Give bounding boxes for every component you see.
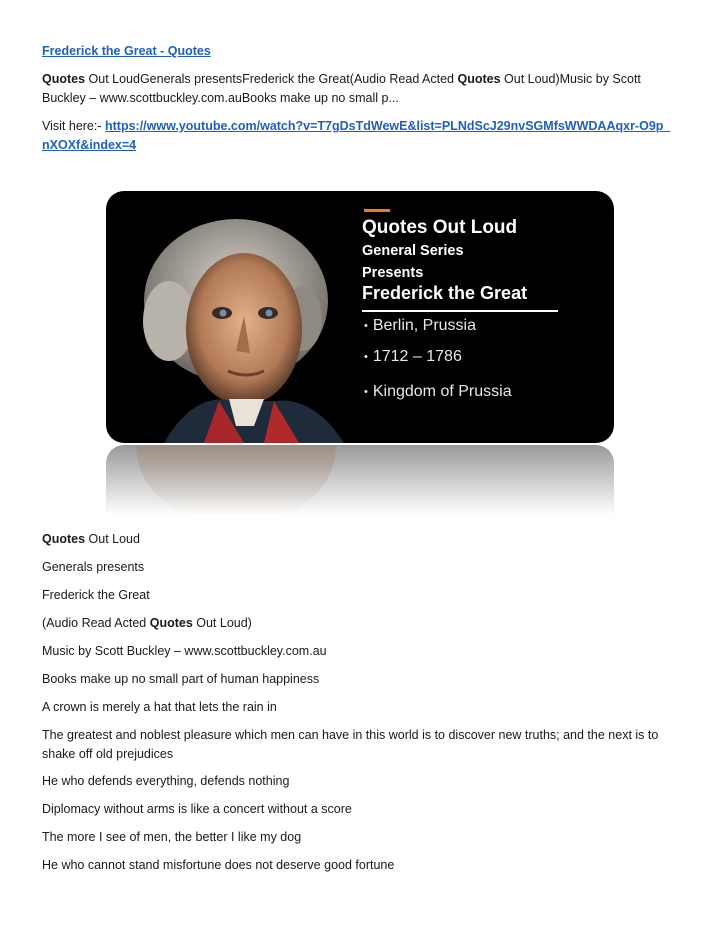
banner-bullet: • Berlin, Prussia — [364, 317, 477, 334]
visit-paragraph — [42, 117, 674, 155]
intro-text-1: Out LoudGenerals presentsFrederick the Great(Audio Read Acted — [85, 72, 458, 86]
quote-line: Books make up no small part of human happiness — [42, 672, 320, 686]
document-title-link[interactable]: Frederick the Great - Quotes — [42, 44, 211, 58]
quote-line: The greatest and noblest pleasure which men can have in this world is to discover new truths; and the next is to shake off old prejudices — [42, 728, 659, 761]
body-line: Generals presents — [42, 560, 145, 574]
body-line: Quotes Out Loud — [42, 532, 140, 546]
banner-bullet: • 1712 – 1786 — [364, 348, 462, 365]
banner-line-3: Presents — [362, 265, 424, 281]
banner-image — [106, 191, 614, 443]
body-line: Music by Scott Buckley – www.scottbuckley.com.au — [42, 644, 327, 658]
banner-bullet: • Kingdom of Prussia — [364, 383, 512, 400]
quote-line: He who defends everything, defends nothing — [42, 774, 290, 788]
portrait-illustration — [124, 201, 354, 443]
banner-line-1: Quotes Out Loud — [362, 217, 518, 238]
banner-line-2: General Series — [362, 243, 464, 259]
intro-bold-1: Quotes — [42, 72, 86, 86]
intro-text-2: Out Loud)Music by Scott Buckley – www.scottbuckley.com.auBooks make up no small p... — [42, 72, 641, 105]
banner-reflection — [106, 445, 614, 515]
body-line: Frederick the Great — [42, 588, 150, 602]
intro-bold-2: Quotes — [457, 72, 501, 86]
youtube-link[interactable]: https://www.youtube.com/watch?v=T7gDsTdWewE&list=PLNdScJ29nvSGMfsWWDAAqxr-O9p_nXOXf&index=4 — [42, 119, 671, 152]
quote-line: The more I see of men, the better I like my dog — [42, 830, 302, 844]
video-banner — [106, 191, 614, 515]
quote-line: Diplomacy without arms is like a concert without a score — [42, 802, 352, 816]
accent-bar — [364, 209, 390, 212]
quote-line: A crown is merely a hat that lets the rain in — [42, 700, 277, 714]
body-line: (Audio Read Acted Quotes Out Loud) — [42, 616, 252, 630]
banner-line-4: Frederick the Great — [362, 283, 528, 303]
visit-label: Visit here:- — [42, 119, 105, 133]
intro-paragraph — [42, 70, 674, 108]
quote-line: He who cannot stand misfortune does not deserve good fortune — [42, 858, 395, 872]
banner-divider — [362, 310, 558, 312]
